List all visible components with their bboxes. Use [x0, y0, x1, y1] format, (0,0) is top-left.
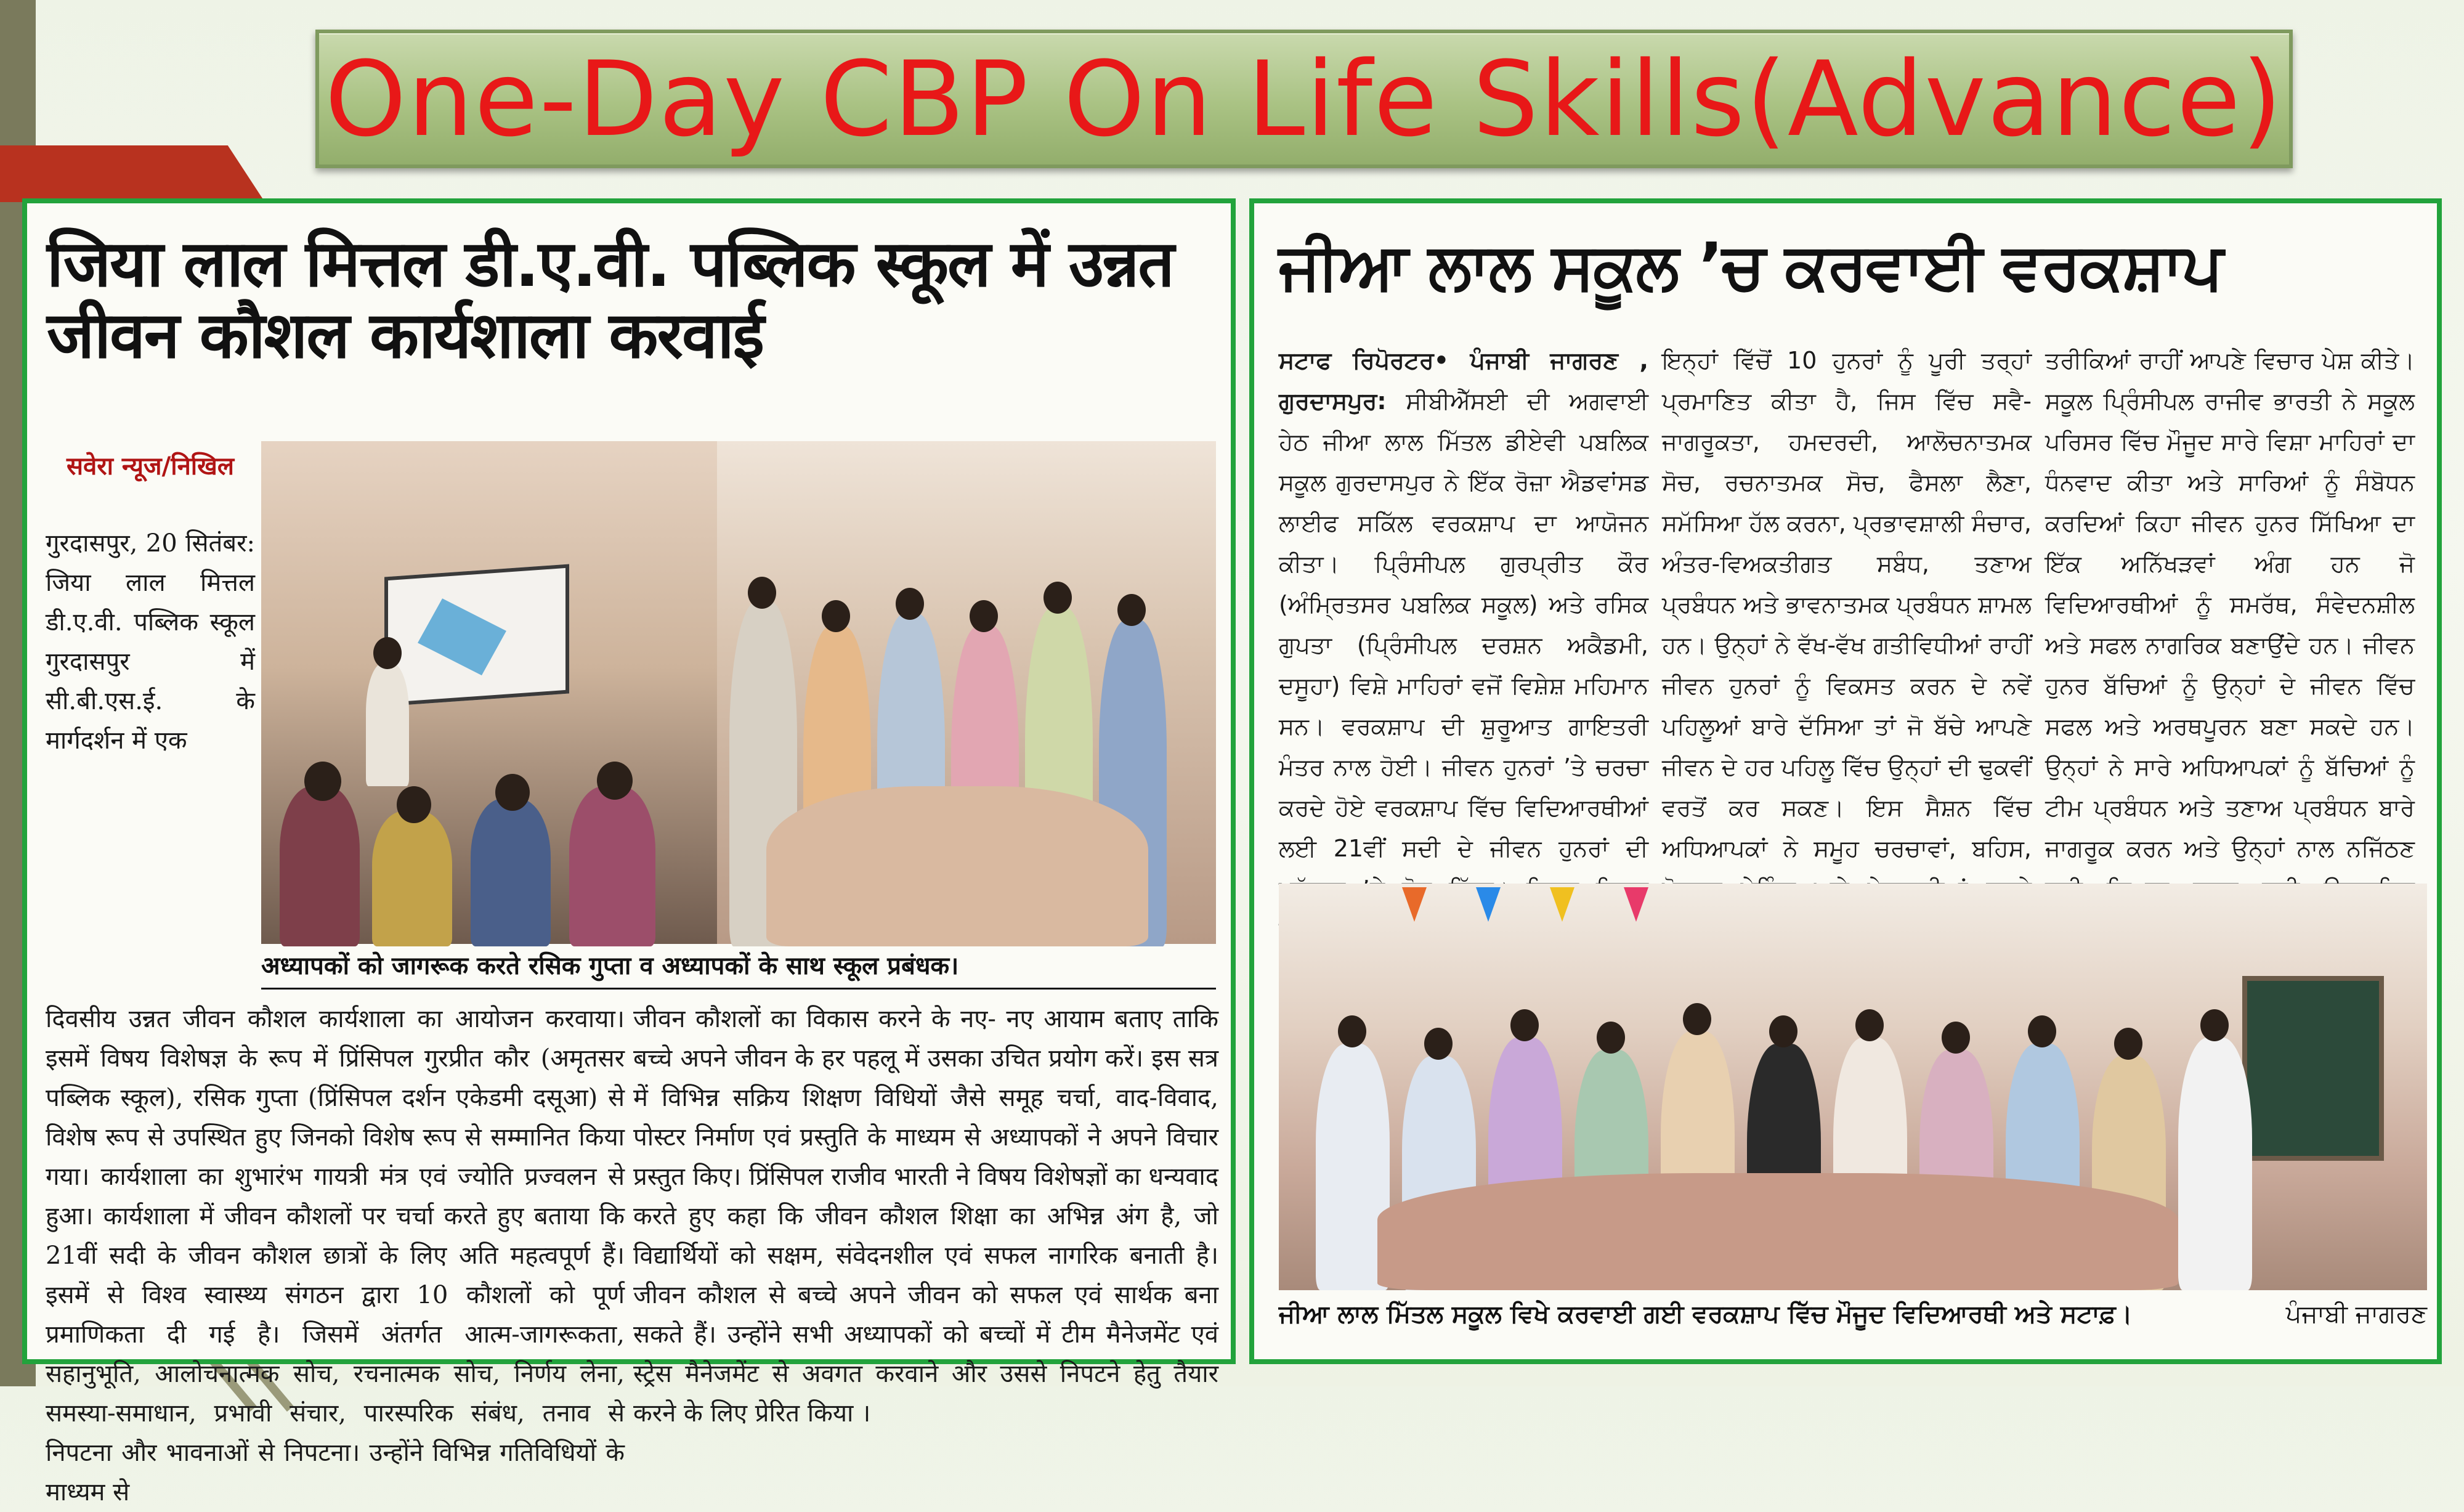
- green-board: [2242, 976, 2384, 1161]
- punjabi-article-column-3: ਤਰੀਕਿਆਂ ਰਾਹੀਂ ਆਪਣੇ ਵਿਚਾਰ ਪੇਸ਼ ਕੀਤੇ। ਸਕੂਲ ਪ੍ਰਿੰਸੀਪਲ ਰਾਜੀਵ ਭਾਰਤੀ ਨੇ ਸਕੂਲ ਪਰਿਸਰ ਵਿੱਚ ਮੌਜੂਦ ਸਾਰੇ ਵਿਸ਼ਾ ਮਾਹਿਰਾਂ ਦਾ ਧੰਨਵਾਦ ਕੀਤਾ ਅਤੇ ਸਾਰਿਆਂ ਨੂੰ ਸੰਬੋਧਨ ਕਰਦਿਆਂ ਕਿਹਾ ਜੀਵਨ ਹੁਨਰ ਸਿੱਖਿਆ ਦਾ ਇੱਕ ਅਨਿੱਖੜਵਾਂ ਅੰਗ ਹਨ ਜੋ ਵਿਦਿਆਰਥੀਆਂ ਨੂੰ ਸਮਰੱਥ, ਸੰਵੇਦਨਸ਼ੀਲ ਅਤੇ ਸਫਲ ਨਾਗਰਿਕ ਬਣਾਉਂਦੇ ਹਨ। ਜੀਵਨ ਹੁਨਰ ਬੱਚਿਆਂ ਨੂੰ ਉਨ੍ਹਾਂ ਦੇ ਜੀਵਨ ਵਿੱਚ ਸਫਲ ਅਤੇ ਅਰਥਪੂਰਨ ਬਣਾ ਸਕਦੇ ਹਨ। ਉਨ੍ਹਾਂ ਨੇ ਸਾਰੇ ਅਧਿਆਪਕਾਂ ਨੂੰ ਬੱਚਿਆਂ ਨੂੰ ਟੀਮ ਪ੍ਰਬੰਧਨ ਅਤੇ ਤਣਾਅ ਪ੍ਰਬੰਧਨ ਬਾਰੇ ਜਾਗਰੂਕ ਕਰਨ ਅਤੇ ਉਨ੍ਹਾਂ ਨਾਲ ਨਜਿੱਠਣ: [2045, 347, 2415, 862]
- group-photo-teachers: [717, 441, 1216, 944]
- projector-screen: [384, 564, 569, 707]
- decorative-red-tab: [0, 145, 265, 202]
- punjabi-photo-caption-row: [1279, 1300, 2427, 1328]
- hindi-intro-paragraph: गुरदासपुर, 20 सितंबर: जिया लाल मित्तल डी.ए.वी. पब्लिक स्कूल गुरदासपुर में सी.बी.एस.ई. के मार्गदर्शन में एक: [46, 529, 255, 755]
- punjabi-article-column-2: ਇਨ੍ਹਾਂ ਵਿੱਚੋਂ 10 ਹੁਨਰਾਂ ਨੂੰ ਪੂਰੀ ਤਰ੍ਹਾਂ ਪ੍ਰਮਾਣਿਤ ਕੀਤਾ ਹੈ, ਜਿਸ ਵਿੱਚ ਸਵੈ-ਜਾਗਰੂਕਤਾ, ਹਮਦਰਦੀ, ਆਲੋਚਨਾਤਮਕ ਸੋਚ, ਰਚਨਾਤਮਕ ਸੋਚ, ਫੈਸਲਾ ਲੈਣਾ, ਸਮੱਸਿਆ ਹੱਲ ਕਰਨਾ, ਪ੍ਰਭਾਵਸ਼ਾਲੀ ਸੰਚਾਰ, ਅੰਤਰ-ਵਿਅਕਤੀਗਤ ਸਬੰਧ, ਤਣਾਅ ਪ੍ਰਬੰਧਨ ਅਤੇ ਭਾਵਨਾਤਮਕ ਪ੍ਰਬੰਧਨ ਸ਼ਾਮਲ ਹਨ। ਉਨ੍ਹਾਂ ਨੇ ਵੱਖ-ਵੱਖ ਗਤੀਵਿਧੀਆਂ ਰਾਹੀਂ ਜੀਵਨ ਹੁਨਰਾਂ ਨੂੰ ਵਿਕਸਤ ਕਰਨ ਦੇ ਨਵੇਂ ਪਹਿਲੂਆਂ ਬਾਰੇ ਦੱਸਿਆ ਤਾਂ ਜੋ ਬੱਚੇ ਆਪਣੇ ਜੀਵਨ ਦੇ ਹਰ ਪਹਿਲੂ ਵਿੱਚ ਉਨ੍ਹਾਂ ਦੀ ਢੁਕਵੀਂ ਵਰਤੋਂ ਕਰ ਸਕਣ। ਇਸ ਸੈਸ਼ਨ ਵਿੱਚ ਅਧਿਆਪਕਾਂ ਨੇ ਸਮੂਹ ਚਰਚਾਵਾਂ, ਬਹਿਸ,: [1662, 347, 2032, 862]
- punjabi-news-clipping: [1249, 198, 2442, 1364]
- hindi-article-column-1: दिवसीय उन्नत जीवन कौशल कार्यशाला का आयोजन करवाया। इसमें विषय विशेषज्ञ के रूप में प्रिंसिपल गुरप्रीत कौर (अमृतसर पब्लिक स्कूल), रसिक गुप्ता (प्रिंसिपल दर्शन एकेडमी दसूआ) से विशेष रूप से उपस्थित हुए जिनको विशेष रूप से सम्मानित किया गया। कार्यशाला का शुभारंभ गायत्री मंत्र एवं ज्योति प्रज्वलन से हुआ। कार्यशाला में जीवन कौशलों पर चर्चा करते हुए बताया कि 21वीं सदी के जीवन कौशल छात्रों के लिए अति महत्वपूर्ण हैं। इसमें से विश्व स्वास्थ्य संगठन द्वारा 10 कौशलों को पूर्ण प्रमाणिकता दी गई है। जिसमें अंतर्गत आत्म-जागरूकता, सहानुभूति, आलोचनात्मक सोच, रचनात्मक सोच, निर्णय लेना, समस्या-समाधान, प्रभावी संचार, पारस्परिक संबंध, तनाव से निपटना और भावनाओं से निपटना। उन्होंने विभिन्न गतिविधियों के माध्यम से: [46, 1005, 625, 1506]
- hindi-article-column-2: जीवन कौशलों का विकास करने के नए- नए आयाम बताए ताकि बच्चे अपने जीवन के हर पहलू में उसका उचित प्रयोग करें। इस सत्र में विभिन्न सक्रिय शिक्षण विधियों जैसे समूह चर्चा, वाद-विवाद, पोस्टर निर्माण एवं प्रस्तुति के माध्यम से अध्यापकों ने अपने विचार प्रस्तुत किए। प्रिंसिपल राजीव भारती ने विषय विशेषज्ञों का धन्यवाद करते हुए कहा कि जीवन कौशल शिक्षा का अभिन्न अंग है, जो विद्यार्थियों को सक्षम, संवेदनशील एवं सफल नागरिक बनाती है। जीवन कौशल से बच्चे अपने जीवन को सफल एवं सार्थक बना सकते हैं। उन्होंने सभी अध्यापकों को बच्चों में टीम मैनेजमेंट एवं स्ट्रेस मैनेजमेंट से अवगत करवाने और उससे निपटने हेतु तैयार करने के लिए प्रेरित किया ।: [633, 1005, 1218, 1428]
- punjabi-photo-credit: ਪੰਜਾਬੀ ਜਾਗਰਣ: [2285, 1300, 2427, 1328]
- page-title: One-Day CBP On Life Skills(Advance): [325, 38, 2284, 160]
- workshop-session-photo: [261, 441, 717, 944]
- punjabi-column-1-text: ਸੀਬੀਐੱਸਈ ਦੀ ਅਗਵਾਈ ਹੇਠ ਜੀਆ ਲਾਲ ਮਿੱਤਲ ਡੀਏਵੀ ਪਬਲਿਕ ਸਕੂਲ ਗੁਰਦਾਸਪੁਰ ਨੇ ਇੱਕ ਰੋਜ਼ਾ ਐਡਵਾਂਸਡ ਲਾਈਫ ਸਕਿੱਲ ਵਰਕਸ਼ਾਪ ਦਾ ਆਯੋਜਨ ਕੀਤਾ। ਪ੍ਰਿੰਸੀਪਲ ਗੁਰਪ੍ਰੀਤ ਕੌਰ (ਅੰਮ੍ਰਿਤਸਰ ਪਬਲਿਕ ਸਕੂਲ) ਅਤੇ ਰਸਿਕ ਗੁਪਤਾ (ਪ੍ਰਿੰਸੀਪਲ ਦਰਸ਼ਨ ਅਕੈਡਮੀ, ਦਸੂਹਾ) ਵਿਸ਼ੇ ਮਾਹਿਰਾਂ ਵਜੋਂ ਵਿਸ਼ੇਸ਼ ਮਹਿਮਾਨ ਸਨ। ਵਰਕਸ਼ਾਪ ਦੀ ਸ਼ੁਰੂਆਤ ਗਾਇਤਰੀ ਮੰਤਰ ਨਾਲ ਹੋਈ। ਜੀਵਨ ਹੁਨਰਾਂ ’ਤੇ ਚਰਚਾ ਕਰਦੇ ਹੋਏ ਵਰਕਸ਼ਾਪ ਵਿੱਚ ਵਿਦਿਆਰਥੀਆਂ ਲਈ 21ਵੀਂ ਸਦੀ ਦੇ ਜੀਵਨ ਹੁਨਰਾਂ ਦੀ: [1279, 388, 1648, 862]
- title-banner: [315, 30, 2293, 168]
- punjabi-photo-caption: ਜੀਆ ਲਾਲ ਮਿੱਤਲ ਸਕੂਲ ਵਿਖੇ ਕਰਵਾਈ ਗਈ ਵਰਕਸ਼ਾਪ ਵਿੱਚ ਮੌਜੂਦ ਵਿਦਿਆਰਥੀ ਅਤੇ ਸਟਾਫ਼।: [1279, 1300, 2133, 1328]
- hindi-headline: जिया लाल मित्तल डी.ए.वी. पब्लिक स्कूल में उन्नत जीवन कौशल कार्यशाला करवाई: [47, 226, 1173, 373]
- hindi-news-clipping: [22, 198, 1236, 1506]
- workshop-group-photo: [1279, 884, 2427, 1290]
- hindi-photo-caption: अध्यापकों को जागरूक करते रसिक गुप्ता व अध्यापकों के साथ स्कूल प्रबंधक।: [261, 948, 1216, 990]
- hindi-byline: सवेरा न्यूज/निखिल: [67, 452, 234, 481]
- punjabi-headline: ਜੀਆ ਲਾਲ ਸਕੂਲ ’ਚ ਕਰਵਾਈ ਵਰਕਸ਼ਾਪ: [1279, 229, 2223, 304]
- punjabi-dateline: ਸਟਾਫ ਰਿਪੋਰਟਰ• ਪੰਜਾਬੀ ਜਾਗਰਣ , ਗੁਰਦਾਸਪੁਰ:: [1279, 347, 1648, 415]
